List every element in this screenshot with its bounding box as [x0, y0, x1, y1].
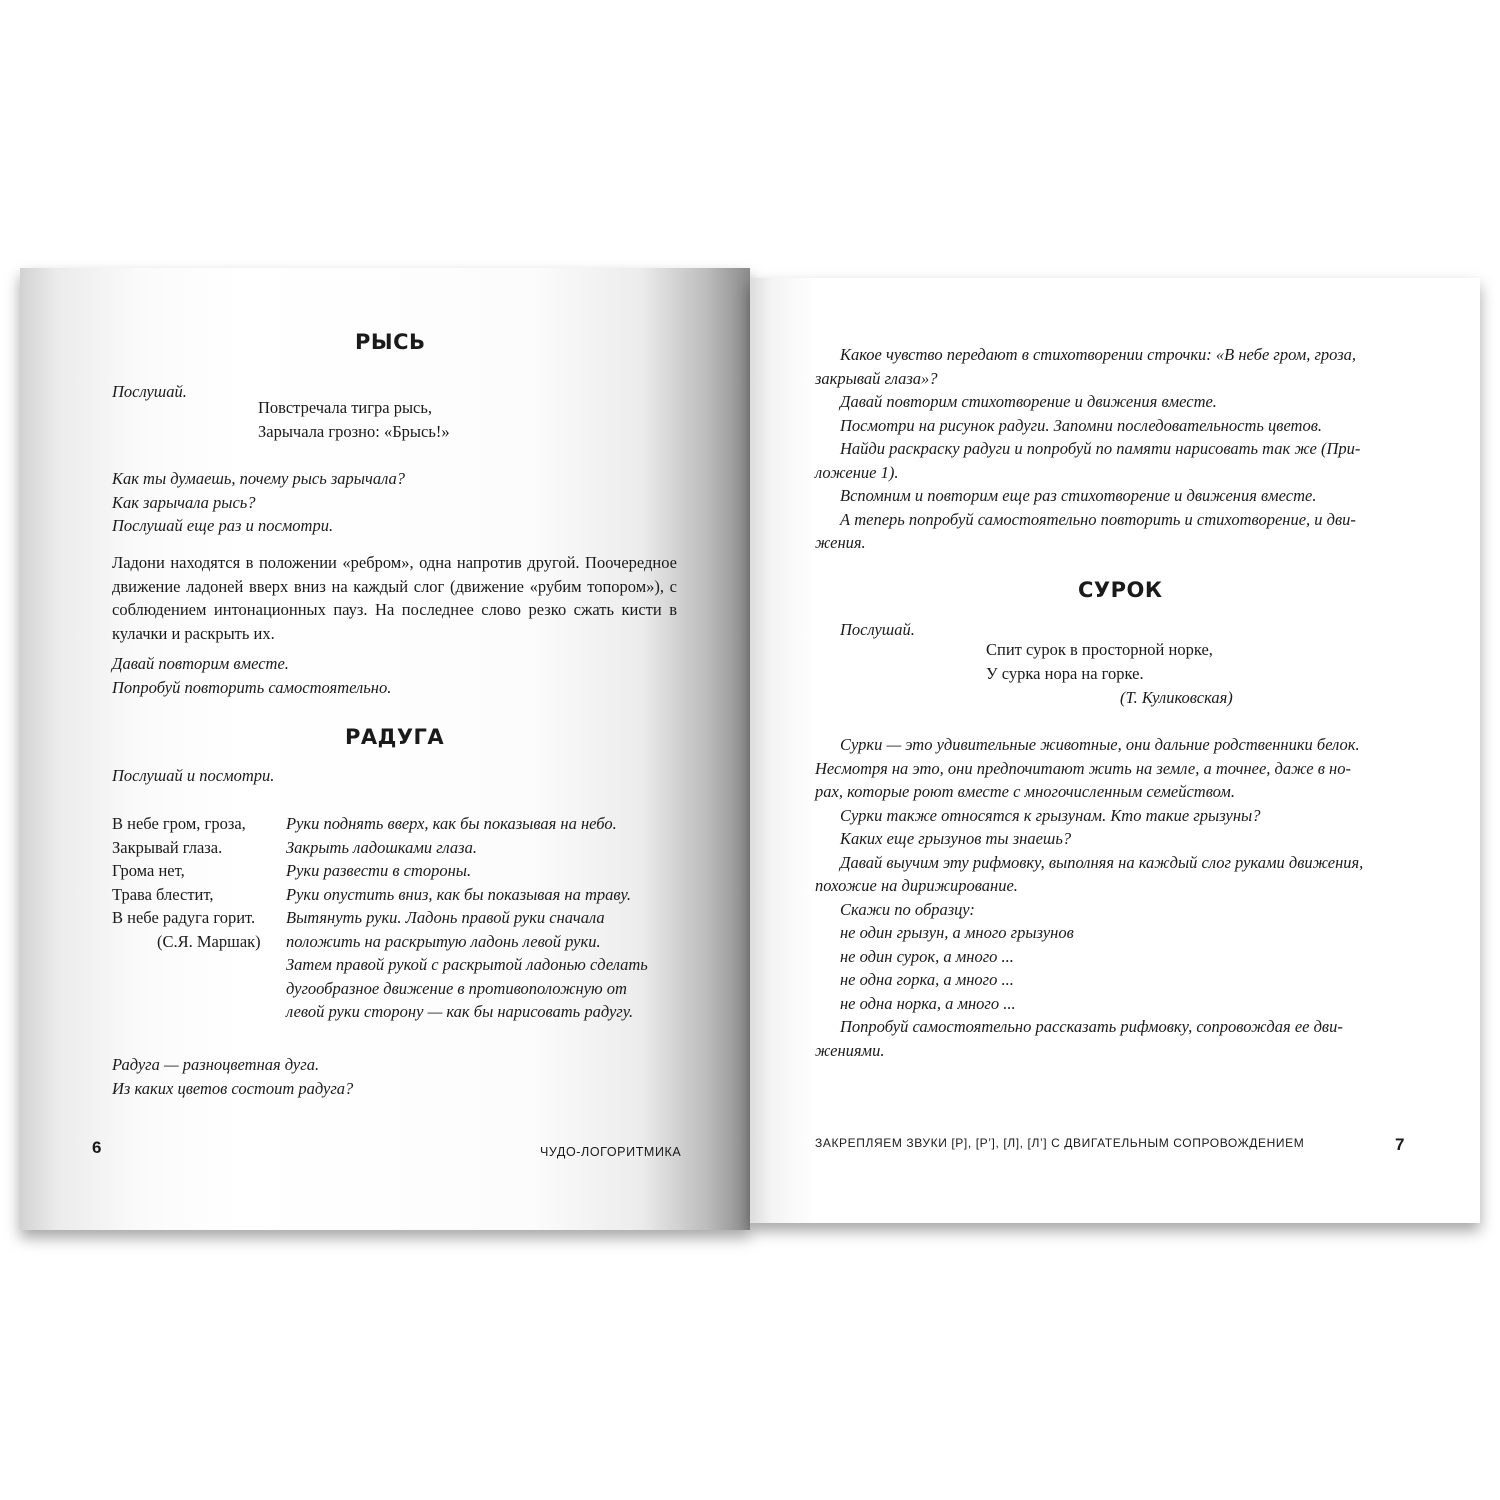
outro-line: Радуга — разноцветная дуга.	[112, 1055, 320, 1074]
question-line: Как зарычала рысь?	[112, 492, 256, 512]
poem-line: Грома нет,	[112, 861, 185, 880]
page-number-left: 6	[92, 1138, 102, 1157]
poem-line: В небе радуга горит.	[112, 908, 256, 927]
intro-line: А теперь попробуй самостоятельно повторить и стихотворение, и дви-	[840, 509, 1356, 529]
move-line: Закрыть ладошками глаза.	[286, 837, 477, 857]
surok-author: (Т. Куликовская)	[1120, 688, 1233, 707]
rys-description: Ладони находятся в положении «ребром», одна напротив другой. Поочередное движение ладоней вверх вниз на каждый слог (движение «рубим топором»), с соблюдением интонационных пауз. На последнее слово резко сжать кисти в кулачки и раскрыть их.	[112, 553, 677, 643]
raduga-poem	[112, 812, 261, 953]
page-number-right: 7	[1395, 1135, 1405, 1154]
body-line: не один грызун, а много грызунов	[840, 923, 1074, 942]
running-title-right: ЗАКРЕПЛЯЕМ ЗВУКИ [Р], [Р’], [Л], [Л’] С ДВИГАТЕЛЬНЫМ СОПРОВОЖДЕНИЕМ	[815, 1136, 1305, 1150]
running-title-left: ЧУДО-ЛОГОРИТМИКА	[540, 1145, 682, 1159]
move-line: дугообразное движение в противоположную от	[286, 978, 627, 998]
poem-line: Спит сурок в просторной норке,	[986, 640, 1213, 659]
poem-line: Закрывай глаза.	[112, 837, 223, 857]
outro-line: Из каких цветов состоит радуга?	[112, 1078, 354, 1098]
poem-line: У сурка нора на горке.	[986, 663, 1144, 683]
move-line: Затем правой рукой с раскрытой ладонью сделать	[286, 955, 648, 974]
move-line: Руки развести в стороны.	[286, 861, 472, 880]
intro-line: Найди раскраску радуги и попробуй по памяти нарисовать так же (При-	[840, 439, 1361, 458]
move-line: левой руки сторону — как бы нарисовать радугу.	[286, 1002, 634, 1021]
surok-poem	[986, 638, 1213, 685]
raduga-outro	[112, 1053, 353, 1100]
poem-author: (С.Я. Маршак)	[157, 931, 261, 951]
body-line: Каких еще грызунов ты знаешь?	[840, 829, 1072, 848]
body-line: рах, которые роют вместе с многочисленным семейством.	[815, 782, 1235, 801]
intro-line: жения.	[815, 533, 866, 552]
body-line: Скажи по образцу:	[840, 899, 975, 919]
body-line: Сурки также относятся к грызунам. Кто такие грызуны?	[840, 805, 1261, 825]
rys-poem	[258, 396, 450, 443]
body-line: Давай выучим эту рифмовку, выполняя на каждый слог руками движения,	[840, 852, 1364, 872]
body-line: похожие на дирижирование.	[815, 876, 1018, 895]
question-line: Как ты думаешь, почему рысь зарычала?	[112, 469, 405, 488]
raduga-listen: Послушай и посмотри.	[112, 766, 275, 785]
body-line: Несмотря на это, они предпочитают жить на земле, а точнее, даже в но-	[815, 758, 1351, 778]
intro-line: Посмотри на рисунок радуги. Запомни последовательность цветов.	[840, 415, 1323, 435]
move-line: Руки поднять вверх, как бы показывая на небо.	[286, 814, 617, 833]
outro-line: Попробуй повторить самостоятельно.	[112, 677, 392, 697]
body-line: жениями.	[815, 1040, 885, 1060]
body-line: не одна норка, а много ...	[840, 993, 1016, 1013]
intro-line: Вспомним и повторим еще раз стихотворение и движения вместе.	[840, 486, 1317, 505]
surok-listen: Послушай.	[840, 620, 915, 639]
body-line: Попробуй самостоятельно рассказать рифмовку, сопровождая ее дви-	[840, 1017, 1343, 1036]
body-line: не один сурок, а много ...	[840, 946, 1014, 966]
poem-line: Повстречала тигра рысь,	[258, 398, 433, 417]
body-line: не одна горка, а много ...	[840, 970, 1014, 989]
raduga-moves	[286, 812, 648, 1024]
poem-line: Трава блестит,	[112, 884, 214, 904]
question-line: Послушай еще раз и посмотри.	[112, 516, 334, 535]
raduga-title: РАДУГА	[345, 725, 445, 749]
intro-line: ложение 1).	[815, 462, 899, 482]
move-line: положить на раскрытую ладонь левой руки.	[286, 931, 601, 951]
intro-block	[815, 343, 1360, 555]
rys-title: РЫСЬ	[355, 330, 426, 354]
move-line: Руки опустить вниз, как бы показывая на траву.	[286, 884, 631, 904]
intro-line: Давай повторим стихотворение и движения вместе.	[840, 392, 1217, 411]
intro-line: закрывай глаза»?	[815, 368, 938, 388]
poem-line: Зарычала грозно: «Брысь!»	[258, 421, 450, 441]
surok-body	[815, 733, 1363, 1062]
intro-line: Какое чувство передают в стихотворении строчки: «В небе гром, гроза,	[840, 345, 1357, 364]
move-line: Вытянуть руки. Ладонь правой руки сначала	[286, 908, 605, 927]
outro-line: Давай повторим вместе.	[112, 654, 289, 673]
surok-title: СУРОК	[1078, 578, 1163, 602]
body-line: Сурки — это удивительные животные, они дальние родственники белок.	[840, 735, 1360, 754]
poem-line: В небе гром, гроза,	[112, 814, 246, 833]
rys-questions	[112, 467, 405, 538]
rys-outro	[112, 652, 391, 699]
rys-listen: Послушай.	[112, 382, 187, 401]
